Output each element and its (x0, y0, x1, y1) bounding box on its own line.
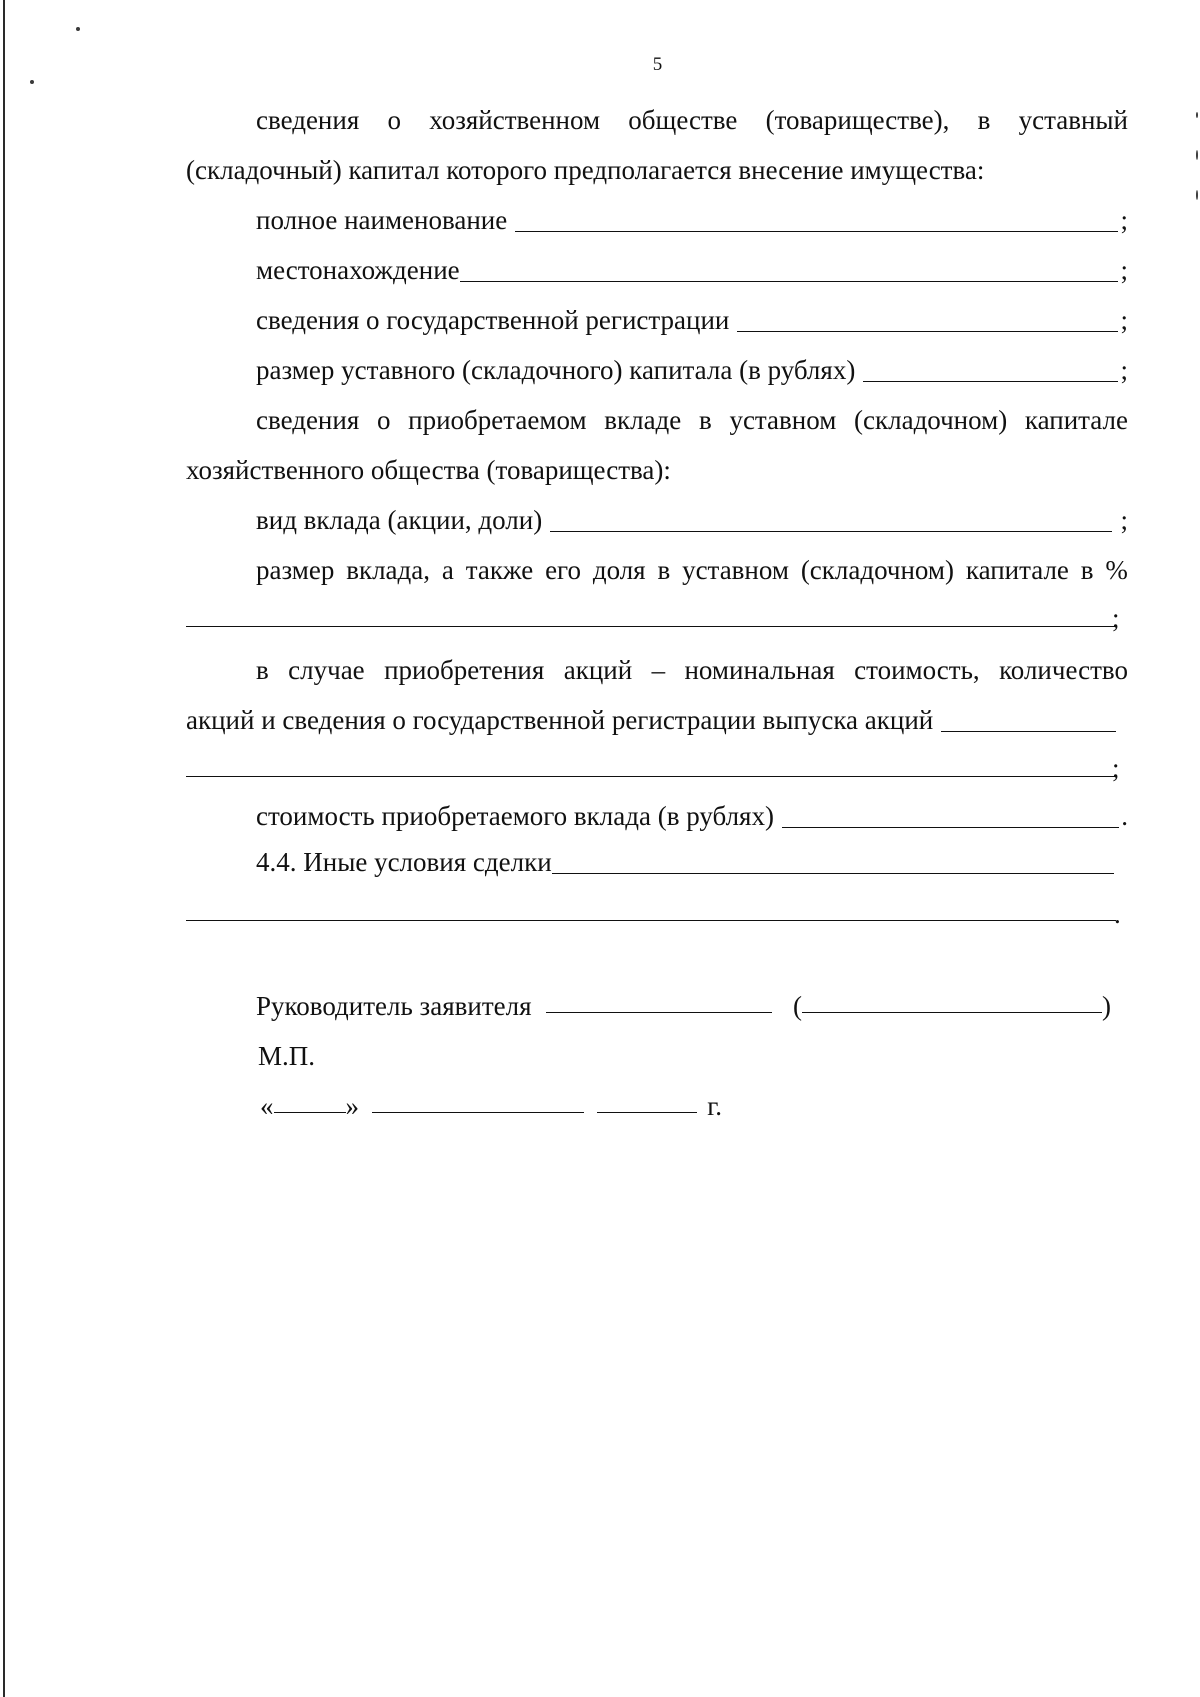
word: случае (288, 655, 365, 685)
fill-in-blank[interactable] (460, 259, 1119, 282)
open-paren: ( (793, 991, 802, 1021)
year-blank[interactable] (597, 1090, 697, 1113)
word: уставном (682, 555, 789, 585)
semicolon: ; (1120, 205, 1128, 235)
field-contribution-type (256, 504, 1128, 536)
word: вклада, (346, 555, 430, 585)
field-contribution-size-label (256, 554, 1128, 586)
word: его (545, 555, 581, 585)
semicolon: ; (1112, 603, 1120, 633)
word: уставный (1018, 105, 1128, 135)
paragraph-contribution-line2: хозяйственного общества (товарищества): (186, 455, 671, 485)
word: стоимость, (854, 655, 980, 685)
fill-in-blank[interactable] (941, 709, 1116, 732)
field-label: вид вклада (акции, доли) (256, 505, 543, 535)
word: вкладе (604, 405, 682, 435)
fill-in-blank[interactable] (550, 509, 1112, 532)
semicolon: ; (1120, 505, 1128, 535)
date-row (260, 1090, 860, 1122)
period: . (1121, 801, 1128, 831)
fill-in-blank[interactable] (186, 626, 1116, 627)
paragraph-text: акций и сведения о государственной регистрации выпуска акций (186, 705, 934, 735)
date-open-quote: « (260, 1091, 274, 1121)
paragraph-shares-line1 (256, 654, 1128, 686)
field-state-registration (256, 304, 1128, 336)
field-label: размер уставного (складочного) капитала (в рублях) (256, 355, 856, 385)
signature-head-label: Руководитель заявителя (256, 991, 532, 1021)
field-full-name (256, 204, 1128, 236)
word: % (1105, 555, 1128, 585)
signature-head-row (256, 990, 1136, 1022)
word: в (698, 405, 712, 435)
scan-speck (1196, 190, 1198, 200)
semicolon: ; (1112, 753, 1120, 783)
fill-in-blank[interactable] (863, 359, 1118, 382)
word: о (387, 105, 401, 135)
field-contribution-cost (256, 800, 1128, 832)
word: капитале (1024, 405, 1128, 435)
word: также (465, 555, 534, 585)
period: . (1114, 899, 1121, 929)
word: в (657, 555, 671, 585)
word: обществе (628, 105, 738, 135)
fill-in-blank[interactable] (552, 851, 1114, 874)
month-blank[interactable] (372, 1090, 584, 1113)
word: (складочном) (854, 405, 1008, 435)
word: в (1080, 555, 1094, 585)
word: (складочном) (800, 555, 954, 585)
paragraph-contribution-line1 (256, 404, 1128, 436)
field-label: стоимость приобретаемого вклада (в рублях) (256, 801, 774, 831)
fill-in-blank[interactable] (186, 920, 1116, 921)
paragraph-company-line1 (256, 104, 1128, 136)
word: в (977, 105, 991, 135)
word: уставном (729, 405, 837, 435)
fill-in-blank[interactable] (737, 309, 1118, 332)
close-paren: ) (1102, 991, 1111, 1021)
word: (товариществе), (765, 105, 950, 135)
word: а (441, 555, 454, 585)
field-label: полное наименование (256, 205, 508, 235)
date-close-quote: » (345, 1091, 359, 1121)
word: капитале (965, 555, 1069, 585)
semicolon: ; (1120, 255, 1128, 285)
word: акций (563, 655, 633, 685)
semicolon: ; (1120, 355, 1128, 385)
paragraph-shares-line2 (186, 704, 1118, 736)
fill-in-blank[interactable] (186, 776, 1116, 777)
scan-speck (1196, 112, 1198, 118)
word: количество (999, 655, 1128, 685)
word: в (256, 655, 269, 685)
scan-left-border (3, 0, 5, 1697)
word: приобретения (384, 655, 545, 685)
field-capital-size (256, 354, 1128, 386)
field-other-conditions (256, 846, 1116, 878)
page-number: 5 (652, 54, 663, 75)
word: – (651, 655, 666, 685)
word: размер (256, 555, 335, 585)
year-suffix: г. (707, 1091, 723, 1121)
semicolon: ; (1120, 305, 1128, 335)
scan-speck (76, 27, 80, 31)
field-label: сведения о государственной регистрации (256, 305, 730, 335)
signature-blank[interactable] (546, 990, 772, 1013)
word: приобретаемом (408, 405, 587, 435)
day-blank[interactable] (274, 1090, 346, 1113)
word: о (376, 405, 391, 435)
scan-speck (1196, 150, 1198, 160)
paragraph-company-line2: (складочный) капитал которого предполагается внесение имущества: (186, 155, 985, 185)
word: сведения (256, 105, 360, 135)
scan-speck (30, 80, 34, 84)
field-label: 4.4. Иные условия сделки (256, 847, 552, 877)
word: номинальная (684, 655, 835, 685)
word: доля (592, 555, 646, 585)
word: сведения (256, 405, 360, 435)
name-blank[interactable] (802, 990, 1102, 1013)
fill-in-blank[interactable] (515, 209, 1118, 232)
seal-label: М.П. (258, 1041, 316, 1071)
word: хозяйственном (429, 105, 601, 135)
fill-in-blank[interactable] (782, 805, 1119, 828)
field-label: местонахождение (256, 255, 460, 285)
field-location (256, 254, 1128, 286)
